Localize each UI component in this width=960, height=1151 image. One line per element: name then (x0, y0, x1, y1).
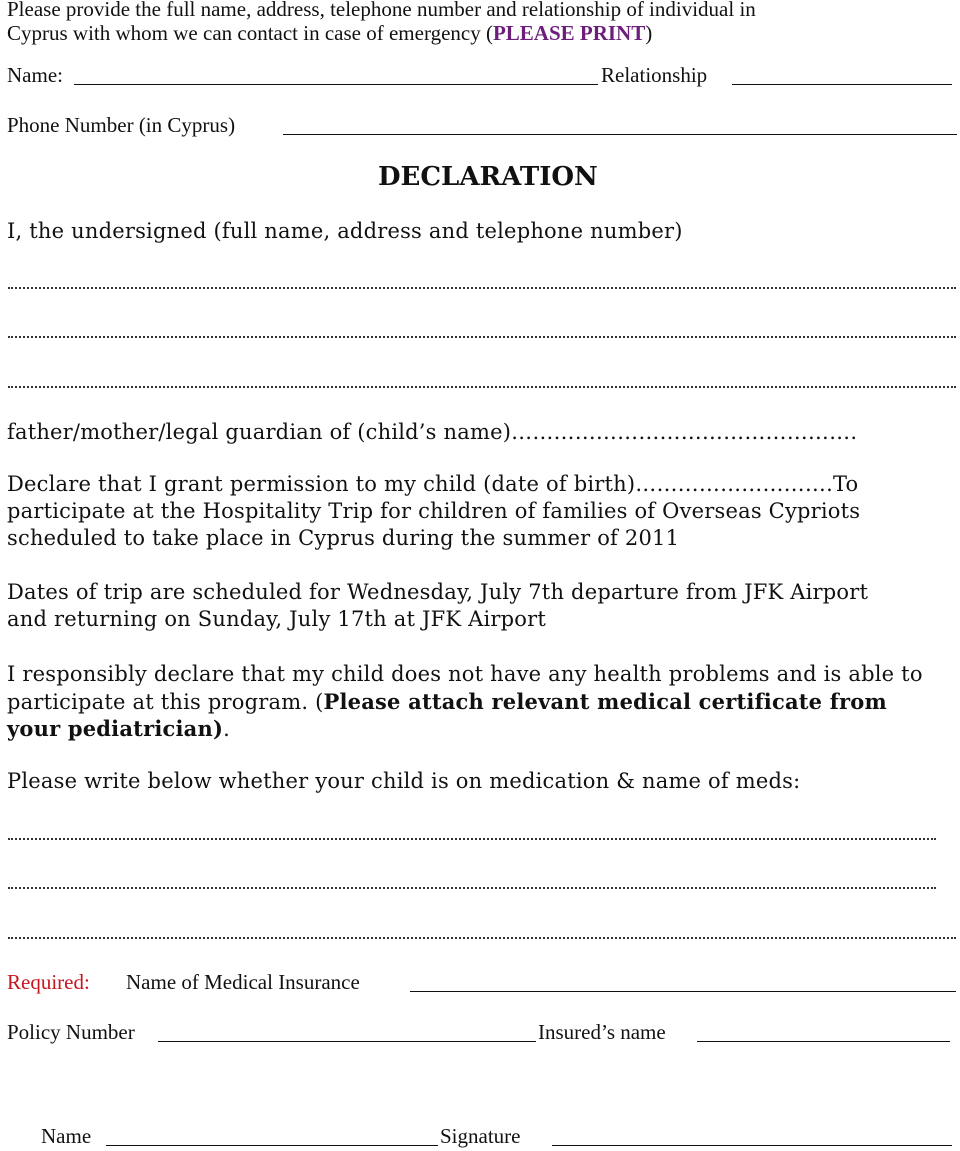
relationship-label: Relationship (601, 63, 708, 87)
undersigned-fill-line-3[interactable] (8, 386, 956, 392)
policy-number-label: Policy Number (7, 1020, 135, 1044)
insurance-name-label: Name of Medical Insurance (126, 970, 360, 994)
grant-to: To (832, 472, 859, 496)
health-line-3-period: . (223, 717, 230, 741)
medication-fill-line-1[interactable] (8, 838, 936, 844)
policy-number-field[interactable] (158, 1041, 536, 1042)
dates-line-2: and returning on Sunday, July 17th at JFK Airport (7, 607, 547, 631)
grant-text: Declare that I grant permission to my child (date of birth) (7, 472, 636, 496)
health-line-1: I responsibly declare that my child does not have any health problems and is able to (7, 662, 923, 686)
dates-line-1: Dates of trip are scheduled for Wednesday, July 7th departure from JFK Airport (7, 580, 869, 604)
medical-certificate-note: Please attach relevant medical certificate from (323, 689, 887, 714)
signature-label: Signature (440, 1124, 521, 1148)
emergency-name-field[interactable] (74, 84, 598, 85)
intro-line-2-close: ) (645, 21, 653, 45)
signature-field[interactable] (552, 1145, 952, 1146)
medication-prompt: Please write below whether your child is on medication & name of meds: (7, 769, 801, 793)
undersigned-text: I, the undersigned (full name, address and telephone number) (7, 219, 683, 243)
grant-line-2: participate at the Hospitality Trip for children of families of Overseas Cypriots (7, 499, 861, 523)
insurance-name-field[interactable] (410, 991, 956, 992)
grant-line-3: scheduled to take place in Cyprus during the summer of 2011 (7, 526, 680, 550)
medication-fill-line-2[interactable] (8, 887, 936, 893)
phone-label: Phone Number (in Cyprus) (7, 113, 236, 137)
intro-line-2-text: Cyprus with whom we can contact in case of emergency ( (7, 21, 493, 45)
please-print-emphasis: PLEASE PRINT (492, 21, 646, 45)
birth-date-fill[interactable]: ………………………. (635, 472, 833, 496)
declaration-title: DECLARATION (378, 162, 598, 192)
undersigned-fill-line-2[interactable] (8, 336, 956, 342)
health-line-3 (7, 716, 230, 741)
required-label: Required: (7, 970, 90, 994)
phone-field[interactable] (283, 134, 957, 135)
emergency-name-label: Name: (7, 63, 63, 87)
guardian-text: father/mother/legal guardian of (child’s name) (7, 420, 512, 444)
health-line-2 (7, 689, 887, 714)
pediatrician-note: your pediatrician) (7, 716, 224, 741)
intro-line-2 (7, 21, 652, 46)
grant-line-1 (7, 472, 858, 496)
insured-name-field[interactable] (697, 1041, 950, 1042)
intro-line-1: Please provide the full name, address, telephone number and relationship of individual in (7, 0, 756, 21)
medication-fill-line-3[interactable] (8, 937, 956, 943)
child-name-fill[interactable]: …………………………………………. (511, 420, 858, 444)
relationship-field[interactable] (732, 84, 952, 85)
health-line-2-text: participate at this program. ( (7, 690, 324, 714)
signer-name-label: Name (41, 1124, 92, 1148)
insured-name-label: Insured’s name (538, 1020, 666, 1044)
undersigned-fill-line-1[interactable] (8, 287, 956, 293)
guardian-line (7, 420, 857, 444)
signer-name-field[interactable] (106, 1145, 438, 1146)
